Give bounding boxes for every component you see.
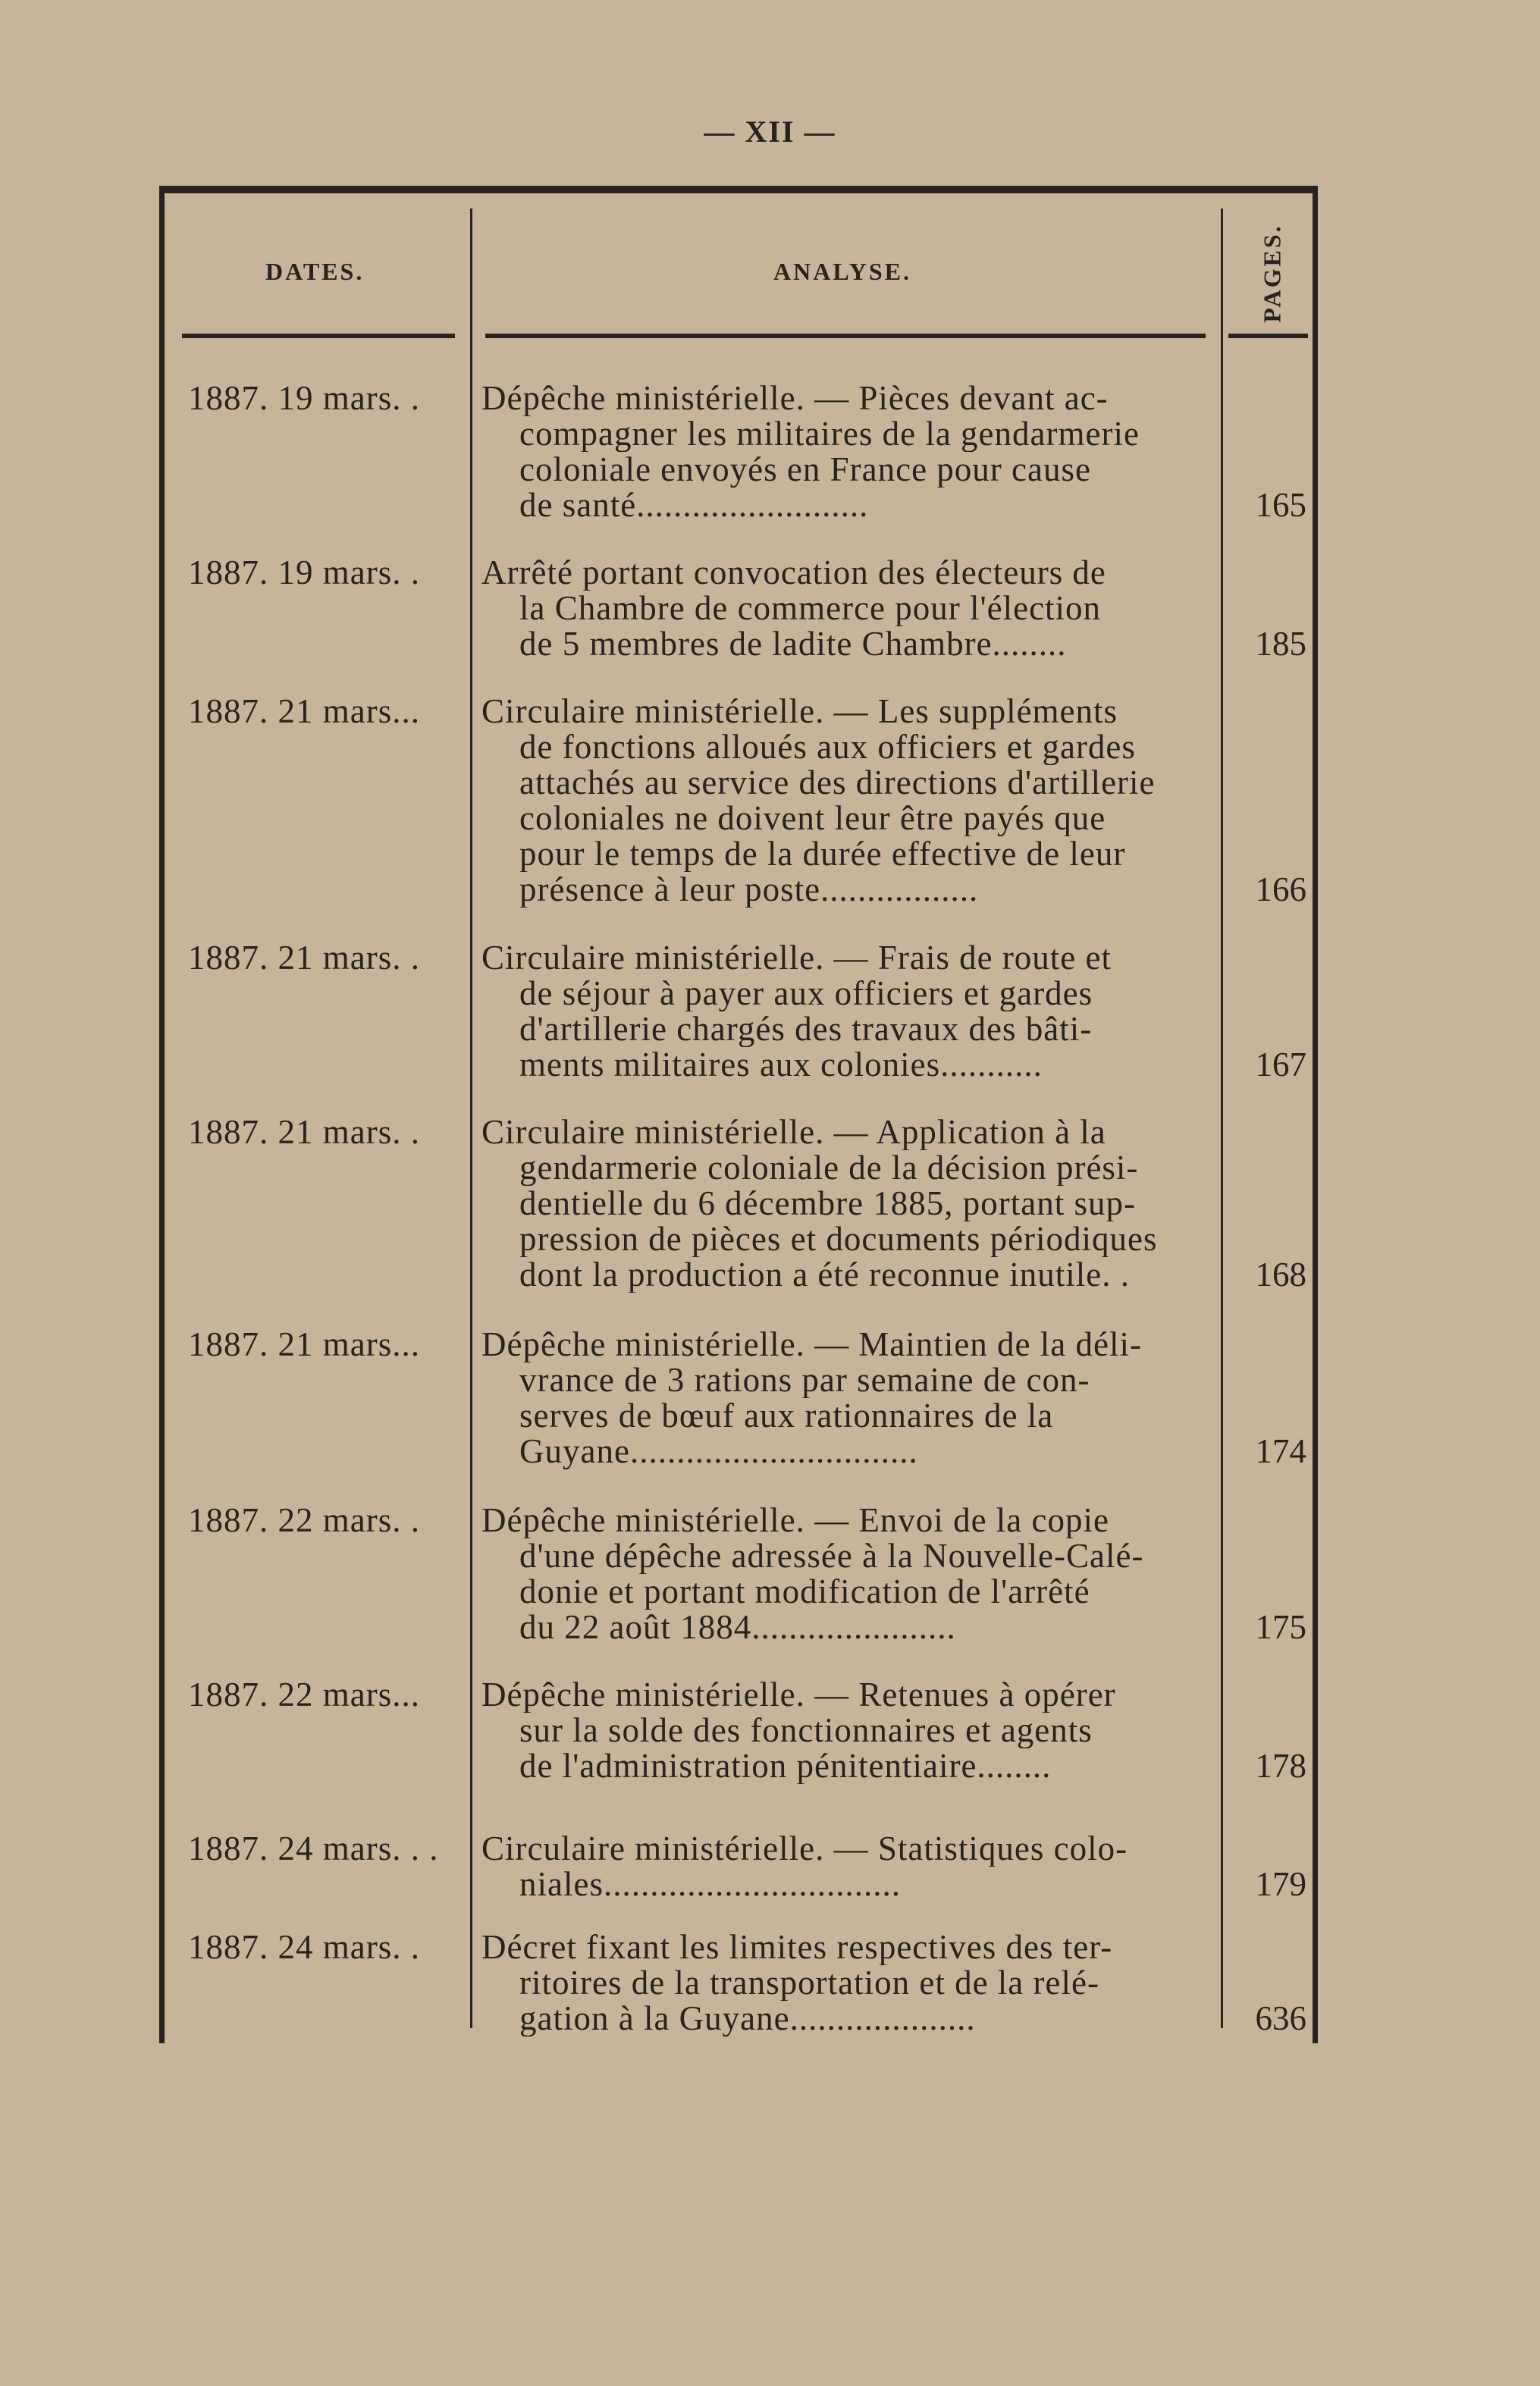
index-table — [159, 186, 1318, 2043]
page-number: — XII — — [704, 114, 836, 149]
entry-date: 1887. 21 mars... — [188, 1325, 420, 1363]
analysis-line: de fonctions alloués aux officiers et gardes — [519, 729, 1136, 765]
analysis-line: Décret fixant les limites respectives des ter- — [481, 1930, 1113, 1965]
column-separator-dates — [470, 209, 472, 2028]
entry-page: 175 — [1255, 1608, 1306, 1646]
analysis-line: donie et portant modification de l'arrêté — [519, 1574, 1090, 1610]
analysis-line: dont la production a été reconnue inutile. . — [519, 1257, 1131, 1293]
analysis-line: la Chambre de commerce pour l'élection — [519, 591, 1102, 626]
entry-page: 166 — [1255, 870, 1306, 908]
analysis-line: attachés au service des directions d'artillerie — [519, 765, 1156, 801]
entry-analysis — [481, 555, 1213, 662]
analysis-line: de santé......................... — [519, 488, 869, 523]
header-analyse: ANALYSE. — [773, 258, 911, 285]
table-top-rule — [159, 186, 1318, 193]
analysis-line: coloniales ne doivent leur être payés que — [519, 801, 1106, 836]
entry-analysis — [481, 1831, 1213, 1902]
entry-date: 1887. 19 mars. . — [188, 553, 420, 591]
header-rule-dates — [182, 334, 455, 338]
analysis-line: de séjour à payer aux officiers et gardes — [519, 976, 1093, 1011]
analysis-line: Dépêche ministérielle. — Retenues à opérer — [481, 1677, 1116, 1713]
entry-date: 1887. 22 mars. . — [188, 1501, 420, 1539]
header-rule-pages — [1228, 334, 1308, 338]
entry-page: 636 — [1255, 1999, 1306, 2037]
analysis-line: dentielle du 6 décembre 1885, portant sup- — [519, 1186, 1137, 1221]
analysis-line: gation à la Guyane.................... — [519, 2001, 976, 2036]
analysis-line: ritoires de la transportation et de la relé- — [519, 1965, 1099, 2001]
entry-page: 167 — [1255, 1046, 1306, 1083]
analysis-line: présence à leur poste................. — [519, 872, 979, 908]
analysis-line: vrance de 3 rations par semaine de con- — [519, 1362, 1090, 1398]
table-right-border — [1313, 186, 1318, 2043]
entry-date: 1887. 22 mars... — [188, 1676, 420, 1713]
analysis-line: Dépêche ministérielle. — Maintien de la déli- — [481, 1327, 1142, 1362]
header-dates: DATES. — [265, 258, 365, 285]
entry-date: 1887. 21 mars. . — [188, 939, 420, 977]
table-left-border — [159, 186, 165, 2043]
entry-analysis — [481, 1115, 1213, 1293]
entry-date: 1887. 24 mars. . — [188, 1928, 420, 1966]
analysis-line: compagner les militaires de la gendarmerie — [519, 416, 1140, 452]
entry-date: 1887. 19 mars. . — [188, 379, 420, 417]
entry-analysis — [481, 1677, 1213, 1784]
analysis-line: Arrêté portant convocation des électeurs de — [481, 555, 1106, 591]
entry-page: 165 — [1255, 486, 1306, 524]
analysis-line: ments militaires aux colonies........... — [519, 1047, 1043, 1083]
analysis-line: d'une dépêche adressée à la Nouvelle-Calé- — [519, 1538, 1144, 1574]
entry-analysis — [481, 940, 1213, 1083]
analysis-line: Dépêche ministérielle. — Pièces devant ac- — [481, 381, 1109, 416]
analysis-line: du 22 août 1884...................... — [519, 1610, 956, 1645]
analysis-line: Circulaire ministérielle. — Frais de route et — [481, 940, 1112, 976]
analysis-line: Dépêche ministérielle. — Envoi de la copie — [481, 1503, 1109, 1538]
entry-analysis — [481, 694, 1213, 908]
entry-analysis — [481, 1327, 1213, 1469]
analysis-line: sur la solde des fonctionnaires et agents — [519, 1713, 1093, 1748]
analysis-line: serves de bœuf aux rationnaires de la — [519, 1398, 1054, 1434]
column-separator-pages — [1221, 209, 1223, 2028]
entry-page: 179 — [1255, 1865, 1306, 1903]
analysis-line: gendarmerie coloniale de la décision prési- — [519, 1150, 1139, 1186]
analysis-line: Circulaire ministérielle. — Statistiques colo- — [481, 1831, 1128, 1867]
header-pages-wrapper — [1234, 216, 1310, 330]
entry-page: 168 — [1255, 1256, 1306, 1293]
entry-analysis — [481, 1930, 1213, 2036]
analysis-line: pression de pièces et documents périodiques — [519, 1221, 1158, 1257]
analysis-line: pour le temps de la durée effective de leur — [519, 836, 1126, 872]
entry-analysis — [481, 381, 1213, 523]
header-rule-analyse — [485, 334, 1206, 338]
entry-page: 178 — [1255, 1747, 1306, 1785]
entry-date: 1887. 21 mars. . — [188, 1113, 420, 1151]
analysis-line: Circulaire ministérielle. — Les suppléments — [481, 694, 1118, 729]
entry-page: 174 — [1255, 1432, 1306, 1470]
analysis-line: de l'administration pénitentiaire........ — [519, 1748, 1052, 1784]
entry-date: 1887. 24 mars. . . — [188, 1829, 439, 1867]
entry-page: 185 — [1255, 625, 1306, 663]
entry-date: 1887. 21 mars... — [188, 692, 420, 730]
analysis-line: d'artillerie chargés des travaux des bâti- — [519, 1011, 1093, 1047]
analysis-line: Guyane............................... — [519, 1434, 918, 1469]
analysis-line: niales................................ — [519, 1867, 901, 1902]
entry-analysis — [481, 1503, 1213, 1645]
header-pages: PAGES. — [1258, 223, 1286, 323]
analysis-line: Circulaire ministérielle. — Application à la — [481, 1115, 1106, 1150]
analysis-line: coloniale envoyés en France pour cause — [519, 452, 1091, 488]
analysis-line: de 5 membres de ladite Chambre........ — [519, 626, 1067, 662]
